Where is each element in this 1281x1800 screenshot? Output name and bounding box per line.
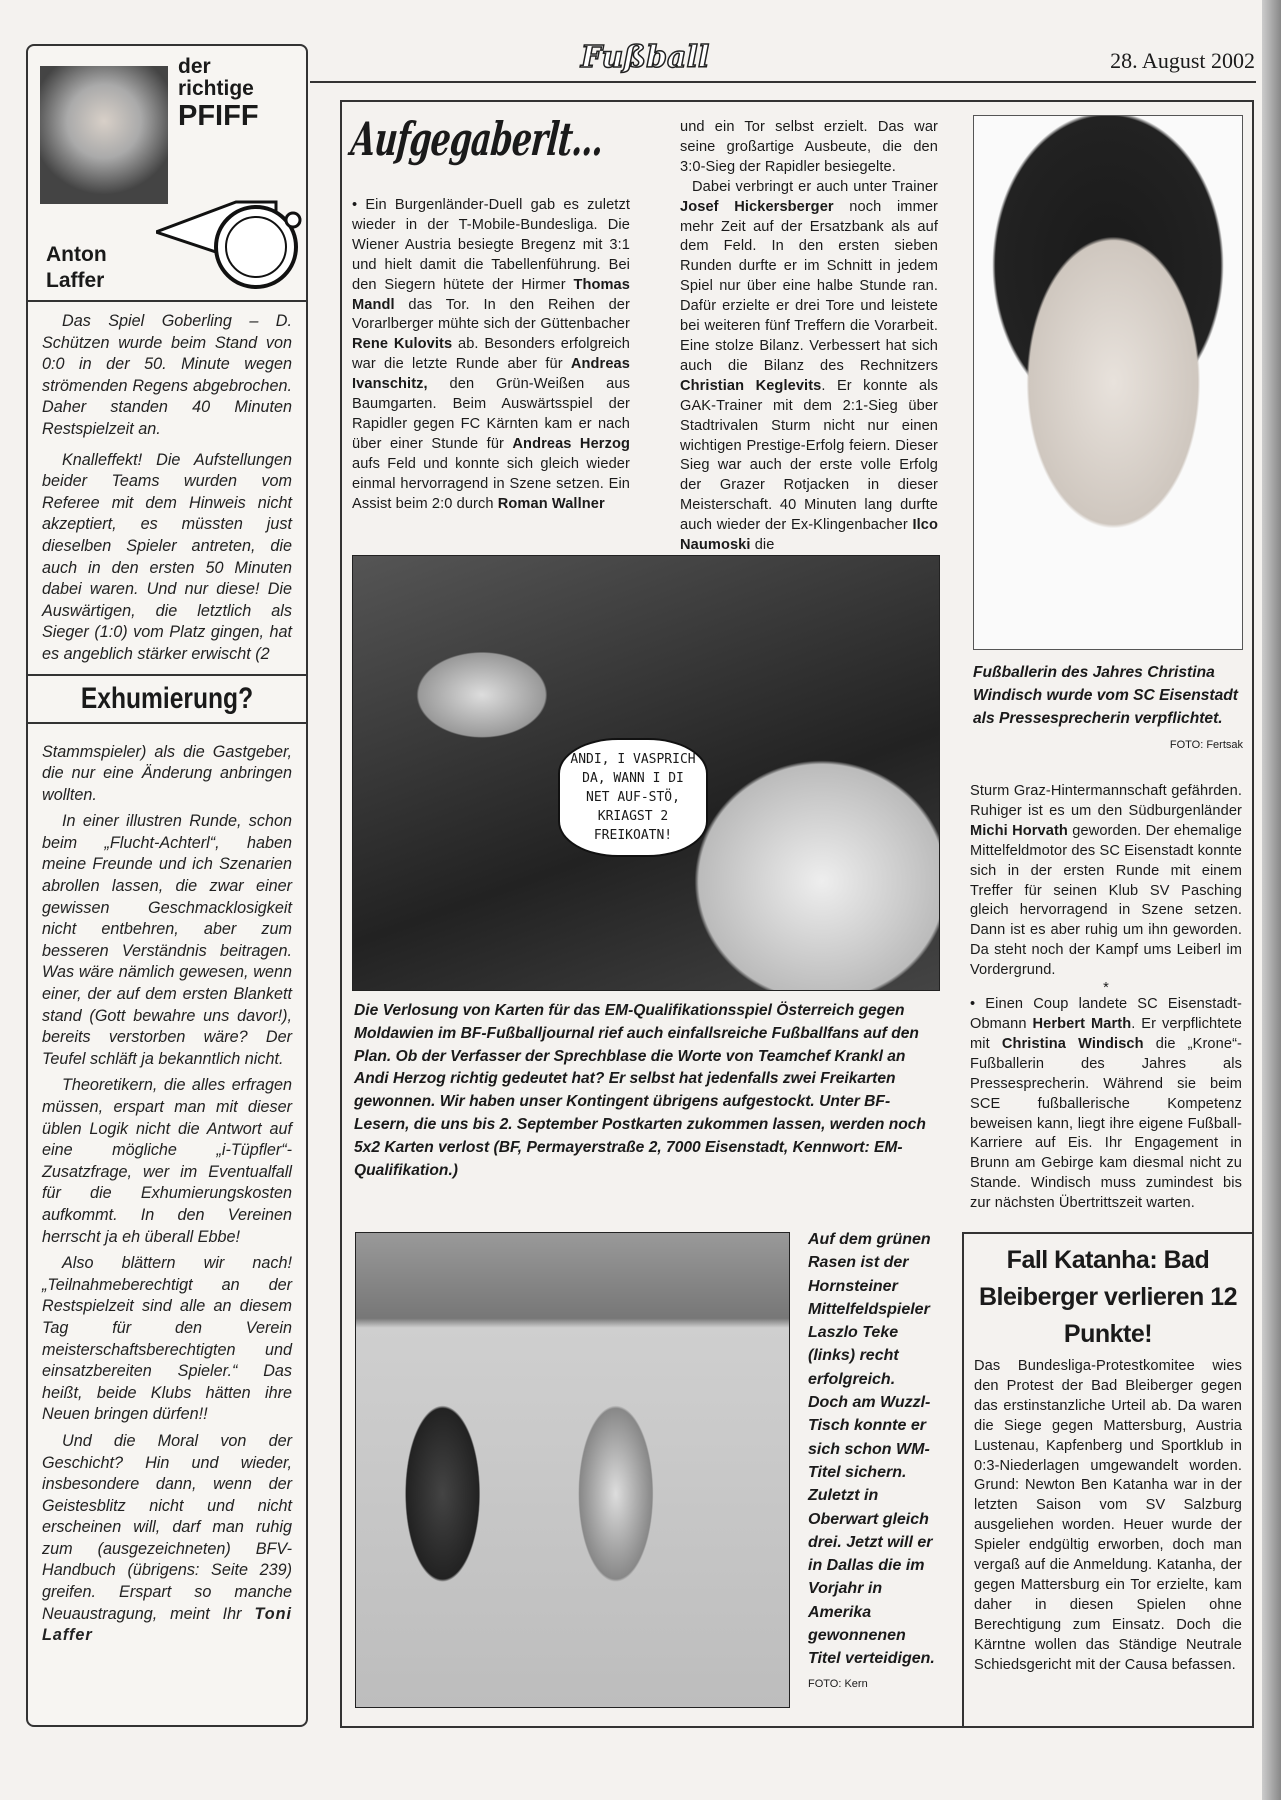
krankl-herzog-photo (352, 555, 940, 991)
kicker-line: PFIFF (178, 100, 259, 132)
kicker-line: richtige (178, 77, 254, 100)
article-paragraph: und ein Tor selbst erzielt. Das war seine großartige Ausbeute, die den 3:0-Sieg der Rapidler besiegelte. (680, 119, 938, 175)
author-photo (40, 66, 168, 204)
whistle-icon (156, 182, 306, 292)
column-paragraph: Also blättern wir nach! „Teilnahmeberechtigt an der Restspielzeit sind alle an diesem Tag für den Verein meisterschaftsberechtigten und einsatzbereiten Spieler.“ Das heißt, beide Klubs hätten ihre Neuen bringen dürfen!! (42, 1254, 292, 1424)
kicker (178, 56, 259, 132)
article-column-1 (352, 196, 630, 515)
article-paragraph: • Ein Burgenländer-Duell gab es zuletzt wieder in der T-Mobile-Bundesliga. Die Wiener Austria besiegte Bregenz mit 3:1 und hielt damit die Tabellenführung. Bei den Siegern hütete der Hirmer Thomas Mandl das Tor. In den Reihen der Vorarlberger mühte sich der Güttenbacher Rene Kulovits ab. Besonders erfolgreich war die letzte Runde aber für Andreas Ivanschitz, den Grün-Weißen aus Baumgarten. Beim Auswärtsspiel der Rapidler gegen FC Kärnten kam er nach über einer Stunde für Andreas Herzog aufs Feld und konnte sich gleich wieder einmal hervorragend in Szene setzen. Ein Assist beim 2:0 durch Roman Wallner (352, 197, 630, 512)
column-paragraph: Das Spiel Goberling – D. Schützen wurde beim Stand von 0:0 in der 50. Minute wegen strömenden Regens abgebrochen. Daher standen 40 Minuten Restspielzeit an. (42, 312, 292, 438)
author-name (46, 242, 107, 294)
article-column-3 (970, 782, 1242, 1214)
column-paragraph: Stammspieler) als die Gastgeber, die nur eine Änderung anbringen wollten. (42, 742, 292, 804)
speech-bubble: ANDI, I VASPRICH DA, WANN I DI NET AUF-STÖ, KRIAGST 2 FREIKOATN! (558, 738, 708, 857)
column-body (28, 724, 306, 1647)
match-photo-caption: Auf dem grünen Rasen ist der Hornsteiner Mittelfeldspieler Laszlo Teke (links) recht erfolgreich. Doch am Wuzzl-Tisch konnte er sich schon WM-Titel sichern. Zuletzt in Oberwart gleich drei. Jetzt will er in Dallas die im Vorjahr in Amerika gewonnenen Titel verteidigen. FOTO: Kern (808, 1231, 935, 1690)
match-photo (355, 1232, 790, 1708)
column-paragraph: Knalleffekt! Die Aufstellungen beider Teams wurden vom Referee mit dem Hinweis nicht akzeptiert, es müssten just dieselben Spieler antreten, die auch in den ersten 50 Minuten dabei waren. Und nur diese! Die Auswärtigen, die letztlich als Sieger (1:0) vom Platz gingen, hat es angeblich stärker erwischt (2 (42, 450, 292, 663)
column-subhead: Exhumierung? (80, 681, 254, 715)
article-paragraph: Dabei verbringt er auch unter Trainer Josef Hickersberger noch immer mehr Zeit auf der Ersatzbank als auf dem Feld. In den ersten sieben Runden durfte er im Schnitt in jedem Spiel nur über eine halbe Stunde ran. Dafür erzielte er drei Tore und leistete bei weiteren fünf Treffern die Vorarbeit. Eine stolze Bilanz. Verbessert hat sich auch die Bilanz des Rechnitzers Christian Keglevits. Er konnte als GAK-Trainer mit dem 2:1-Sieg über Stadtrivalen Sturm nicht nur einen wichtigen Prestige-Erfolg feiern. Dieser Sieg war auch der erste volle Erfolg der Grazer Rotjacken in dieser Meisterschaft. 40 Minuten lang durfte auch wieder der Ex-Klingenbacher Ilco Naumoski die (680, 178, 938, 554)
katanha-headline: Fall Katanha: Bad Bleiberger verlieren 12 Punkte! (978, 1246, 1238, 1348)
separator-star: * (1103, 980, 1109, 997)
signature: Toni Laffer (42, 1604, 292, 1645)
header-rule (310, 81, 1256, 83)
article-column-2 (680, 118, 938, 556)
author-first: Anton (46, 243, 107, 266)
photo-credit: FOTO: Kern (808, 1677, 868, 1690)
article-paragraph: • Einen Coup landete SC Eisenstadt-Obmann Herbert Marth. Er verpflichtete mit Christina Windisch die „Krone“-Fußballerin des Jahres als Pressesprecherin. Während sie beim SCE fußballerische Kompetenz beweisen kann, liegt ihre eigene Fußball-Karriere auf Eis. Ihr Engagement in Brunn am Gebirge kam diesmal nicht zu Stande. Windisch muss zumindest bis zur nächsten Übertrittszeit warten. (970, 996, 1242, 1212)
katanha-body: Das Bundesliga-Protestkomitee wies den Protest der Bad Bleiberger gegen das erstinstanzliche Urteil ab. Da waren die Siege gegen Mattersburg, Austria Lustenau, Kapfenberg und Sportklub in 0:3-Niederlagen umgewandelt worden. Grund: Newton Ben Katanha war in der letzten Saison vom SV Salzburg ausgeliehen worden. Heuer wurde der Spieler endgültig erworben, doch man vergaß auf die Anmeldung. Katanha, der gegen Mattersburg ein Tor erzielte, kam daher in diesen Spielen ohne Berechtigung zum Einsatz. Doch die Kärntne wollen das Ständige Neutrale Schiedsgericht mit der Causa befassen. (974, 1358, 1242, 1673)
page-edge (1262, 0, 1281, 1800)
section-title: Fußball (580, 40, 710, 75)
kicker-line: der (178, 55, 211, 78)
portrait-photo (973, 115, 1243, 650)
column-intro (28, 302, 306, 674)
column-header (28, 46, 306, 300)
column-paragraph (42, 1431, 292, 1647)
opinion-column (26, 44, 308, 1727)
article-title: Aufgegaberlt... (348, 112, 606, 166)
author-last: Laffer (46, 269, 105, 292)
column-paragraph: Theoretikern, die alles erfragen müssen, erspart man mit dieser üblen Logik nicht die Antwort auf eine mögliche „i-Tüpfler“-Zusatzfrage, wer im Eventualfall für die Exhumierungskosten aufkommt. In den Vereinen herrscht ja eh überall Ebbe! (42, 1076, 292, 1246)
column-paragraph: In einer illustren Runde, schon beim „Flucht-Achterl“, haben meine Freunde und ich Szenarien abrollen lassen, die zwar einer gewissen Geschmacklosigkeit nicht entbehren, aber zum besseren Verständnis beitragen. Was wäre nämlich gewesen, wenn einer, der auf dem ersten Blankett stand (Gott bewahre uns davor!), bereits verstorben wäre? Der Teufel schläft ja bekanntlich nicht. (42, 812, 292, 1068)
katanha-box (962, 1232, 1254, 1728)
article-paragraph: Sturm Graz-Hintermannschaft gefährden. Ruhiger ist es um den Südburgenländer Michi Horvath geworden. Der ehemalige Mittelfeldmotor des SC Eisenstadt konnte sich in der ersten Runde mit einem Treffer für seinen Klub SV Pasching gleich hervorragend in Szene setzen. Dann ist es aber ruhig um ihn geworden. Da steht noch der Kampf ums Leiberl im Vordergrund. (970, 783, 1242, 979)
photo-credit: FOTO: Fertsak (1169, 739, 1243, 752)
portrait-caption: Fußballerin des Jahres Christina Windisch wurde vom SC Eisenstadt als Pressesprecherin verpflichtet. FOTO: Fertsak (973, 662, 1243, 757)
big-photo-caption: Die Verlosung von Karten für das EM-Qualifikationsspiel Österreich gegen Moldawien im BF-Fußballjournal rief auch einfallsreiche Fußballfans auf den Plan. Ob der Verfasser der Sprechblase die Worte von Teamchef Krankl an Andi Herzog richtig gedeutet hat? Er selbst hat jedenfalls zwei Freikarten gewonnen. Wir haben unser Kontingent übrigens aufgestockt. Unter BF-Lesern, die uns bis 2. September Postkarten zukommen lassen, werden noch 5x2 Karten verlost (BF, Permayerstraße 2, 7000 Eisenstadt, Kennwort: EM-Qualifikation.) (354, 1002, 926, 1179)
closing-text: Und die Moral von der Geschicht? Hin und wieder, insbesondere dann, wenn der Geistesblitz nicht und nicht erscheinen will, darf man ruhig zum (ausgezeichneten) BFV-Handbuch (übrigens: Seite 239) greifen. Erspart so manche Neuaustragung, meint Ihr (42, 1431, 292, 1623)
issue-date: 28. August 2002 (1110, 48, 1255, 73)
